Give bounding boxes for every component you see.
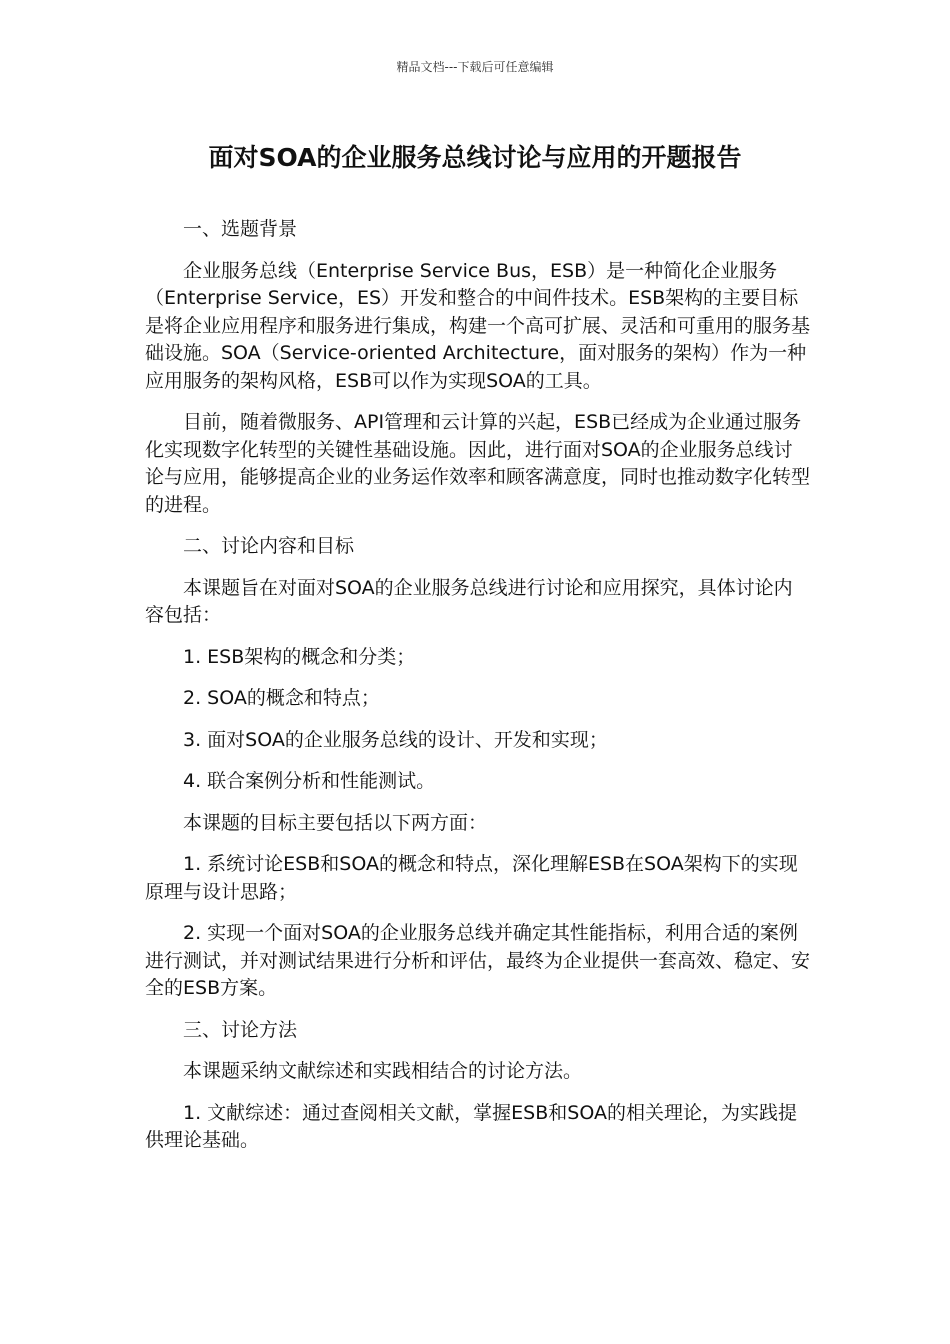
page-header-note: 精品文档---下载后可任意编辑 bbox=[396, 60, 554, 74]
list-item-goal-2: 2. 实现一个面对SOA的企业服务总线并确定其性能指标，利用合适的案例进行测试，并对测试结果进行分析和评估，最终为企业提供一套高效、稳定、安全的ESB方案。 bbox=[145, 922, 811, 999]
paragraph-background-1: 企业服务总线（Enterprise Service Bus，ESB）是一种简化企业服务（Enterprise Service，ES）开发和整合的中间件技术。ESB架构的主要目标是将企业应用程序和服务进行集成，构建一个高可扩展、灵活和可重用的服务基础设施。SOA（Service-oriented Architecture，面对服务的架构）作为一种应用服务的架构风格，ESB可以作为实现SOA的工具。 bbox=[145, 259, 811, 392]
list-item-content-2: 2. SOA的概念和特点； bbox=[183, 687, 380, 709]
section-heading-content: 二、讨论内容和目标 bbox=[183, 535, 355, 557]
list-item-content-3: 3. 面对SOA的企业服务总线的设计、开发和实现； bbox=[183, 728, 608, 751]
list-item-content-1: 1. ESB架构的概念和分类； bbox=[183, 645, 416, 668]
list-item-goal-1: 1. 系统讨论ESB和SOA的概念和特点，深化理解ESB在SOA架构下的实现原理与设计思路； bbox=[145, 853, 798, 903]
document-body bbox=[145, 216, 810, 1169]
list-item-content-4: 4. 联合案例分析和性能测试。 bbox=[183, 770, 436, 792]
paragraph-goals-intro: 本课题的目标主要包括以下两方面： bbox=[183, 811, 488, 834]
paragraph-content-intro: 本课题旨在对面对SOA的企业服务总线进行讨论和应用探究，具体讨论内容包括： bbox=[145, 576, 793, 626]
paragraph-background-2: 目前，随着微服务、API管理和云计算的兴起，ESB已经成为企业通过服务化实现数字化转型的关键性基础设施。因此，进行面对SOA的企业服务总线讨论与应用，能够提高企业的业务运作效率和顾客满意度，同时也推动数字化转型的进程。 bbox=[145, 411, 811, 516]
paragraph-method-intro: 本课题采纳文献综述和实践相结合的讨论方法。 bbox=[183, 1060, 583, 1082]
list-item-method-1: 1. 文献综述：通过查阅相关文献，掌握ESB和SOA的相关理论，为实践提供理论基础。 bbox=[145, 1101, 797, 1151]
document-title: 面对SOA的企业服务总线讨论与应用的开题报告 bbox=[208, 143, 742, 172]
section-heading-background: 一、选题背景 bbox=[183, 218, 298, 240]
section-heading-method: 三、讨论方法 bbox=[183, 1018, 298, 1041]
